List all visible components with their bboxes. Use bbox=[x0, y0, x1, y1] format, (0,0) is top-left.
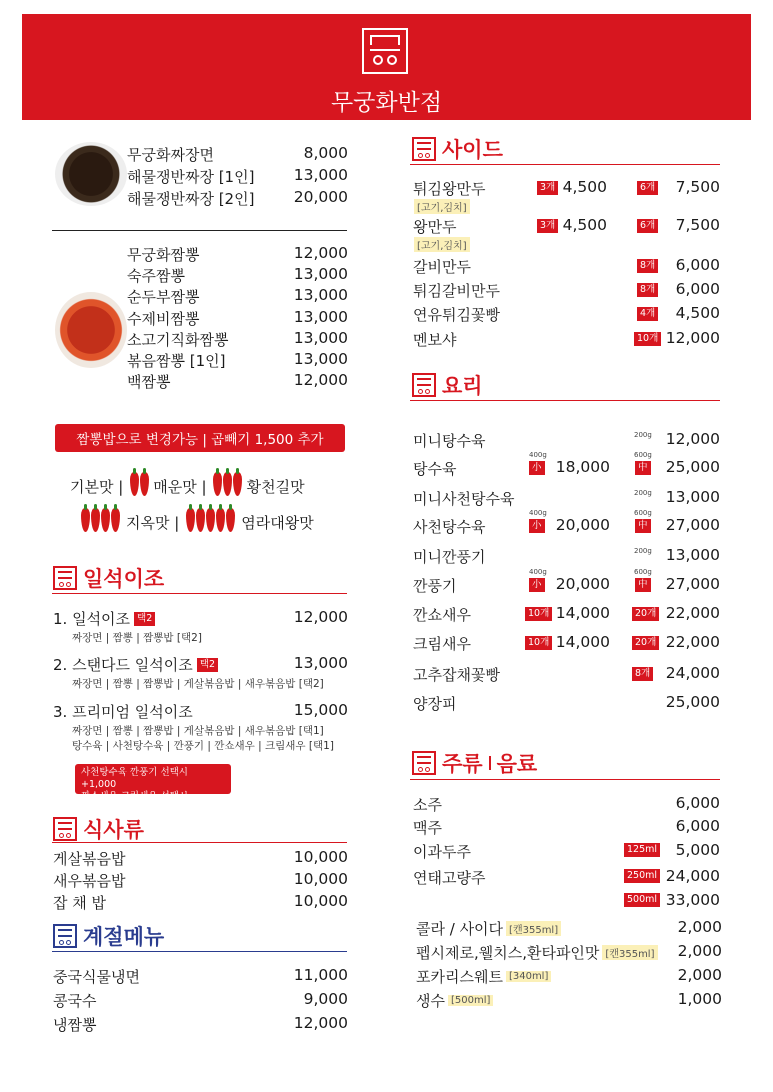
menu-item-name: 해물쟁반짜장 [2인] bbox=[127, 190, 255, 208]
separator bbox=[489, 756, 491, 770]
set-item-tag: 택2 bbox=[197, 658, 218, 672]
menu-item-name: 고추잡채꽃빵 bbox=[413, 666, 500, 684]
volume-tag: 125ml bbox=[624, 843, 660, 857]
menu-item-price: 20,000 bbox=[555, 516, 610, 534]
set-item-name: 3. 프리미엄 일석이조 bbox=[53, 703, 193, 721]
weight-label: 600g bbox=[634, 568, 652, 576]
size-tag: 10개 bbox=[525, 636, 552, 650]
drink-price: 1,000 bbox=[677, 990, 722, 1008]
drink-name: 소주 bbox=[413, 796, 442, 814]
pepper-icon bbox=[185, 508, 235, 536]
set-item-tag: 택2 bbox=[134, 612, 155, 626]
menu-item-price: 8,000 bbox=[303, 144, 348, 162]
section-divider bbox=[52, 593, 347, 594]
menu-item-price: 18,000 bbox=[555, 458, 610, 476]
divider bbox=[52, 230, 347, 231]
size-tag: 10개 bbox=[525, 607, 552, 621]
menu-item-price: 4,500 bbox=[675, 304, 720, 322]
drink-price: 5,000 bbox=[675, 841, 720, 859]
set-item-name: 1. 일석이조 bbox=[53, 610, 131, 628]
size-tag: 中 bbox=[635, 519, 651, 533]
drink-name: 맥주 bbox=[413, 819, 442, 837]
section-divider bbox=[410, 400, 720, 401]
spice-level-row-2 bbox=[80, 508, 314, 536]
restaurant-name: 무궁화반점 bbox=[330, 90, 443, 116]
dish-section-title: 요리 bbox=[412, 370, 483, 400]
set-item-desc: 짜장면 | 짬뽕 | 짬뽕밥 | 게살볶음밥 | 새우볶음밥 [택1] bbox=[72, 725, 324, 737]
meal-section-title: 식사류 bbox=[53, 814, 144, 844]
size-tag: 中 bbox=[635, 461, 651, 475]
menu-item-price: 20,000 bbox=[555, 575, 610, 593]
spice-hell-road: 황천길맛 bbox=[246, 477, 305, 496]
menu-item-price: 14,000 bbox=[555, 604, 610, 622]
drink-price: 24,000 bbox=[665, 867, 720, 885]
option-banner-text: 짬뽕밥으로 변경가능 | 곱빼기 1,500 추가 bbox=[76, 432, 324, 448]
upgrade-note-1: 사천탕수육 깐풍기 선택시 +1,000 bbox=[81, 767, 188, 790]
menu-item-name: 미니깐풍기 bbox=[413, 548, 486, 566]
menu-item-name: 중국식물냉면 bbox=[53, 968, 140, 986]
set-item bbox=[53, 608, 155, 629]
menu-item-price: 25,000 bbox=[665, 693, 720, 711]
volume-note: [340ml] bbox=[506, 971, 551, 982]
drink-name: 포카리스웨트 bbox=[416, 968, 503, 986]
menu-item-price: 22,000 bbox=[665, 633, 720, 651]
spice-yeomra: 염라대왕맛 bbox=[241, 513, 314, 532]
volume-note: [캔355ml] bbox=[602, 945, 657, 960]
size-tag: 8개 bbox=[632, 667, 653, 681]
menu-item-price: 14,000 bbox=[555, 633, 610, 651]
weight-label: 600g bbox=[634, 509, 652, 517]
menu-item-name: 깐풍기 bbox=[413, 577, 457, 595]
filling-note: [고기,김치] bbox=[414, 237, 470, 252]
weight-label: 400g bbox=[529, 509, 547, 517]
section-divider bbox=[410, 779, 720, 780]
menu-item-price: 27,000 bbox=[665, 575, 720, 593]
menu-item-name: 튀김갈비만두 bbox=[413, 282, 500, 300]
menu-item-price: 10,000 bbox=[293, 848, 348, 866]
quantity-tag: 3개 bbox=[537, 181, 558, 195]
menu-item-price: 4,500 bbox=[562, 178, 607, 196]
menu-item-name: 무궁화짜장면 bbox=[127, 146, 214, 164]
drink-item bbox=[416, 918, 561, 939]
drink-section-title: 주류 음료 bbox=[412, 748, 537, 778]
size-tag: 小 bbox=[529, 461, 545, 475]
set-section-title: 일석이조 bbox=[53, 563, 164, 593]
drink-name: 생수 bbox=[416, 992, 445, 1010]
weight-label: 400g bbox=[529, 568, 547, 576]
upgrade-note-2: 깐쇼새우 크림새우 선택시 +1,500 bbox=[81, 791, 188, 814]
pepper-icon bbox=[80, 508, 120, 536]
menu-item-price: 13,000 bbox=[293, 265, 348, 284]
menu-item-name: 갈비만두 bbox=[413, 258, 471, 276]
quantity-tag: 4개 bbox=[637, 307, 658, 321]
size-tag: 20개 bbox=[632, 607, 659, 621]
drink-price: 2,000 bbox=[677, 942, 722, 960]
spice-basic: 기본맛 | bbox=[70, 477, 124, 496]
set-item-price: 15,000 bbox=[293, 701, 348, 719]
drink-price: 33,000 bbox=[665, 891, 720, 909]
spice-hot: 매운맛 | bbox=[153, 477, 207, 496]
drink-price: 2,000 bbox=[677, 918, 722, 936]
section-logo-icon bbox=[53, 817, 77, 841]
menu-item-name: 크림새우 bbox=[413, 635, 471, 653]
size-tag: 小 bbox=[529, 578, 545, 592]
drink-name: 펩시제로,웰치스,환타파인맛 bbox=[416, 944, 600, 962]
menu-item-name: 연유튀김꽃빵 bbox=[413, 306, 500, 324]
menu-item-name: 탕수육 bbox=[413, 460, 457, 478]
set-upgrade-note bbox=[75, 764, 231, 814]
drink-price: 2,000 bbox=[677, 966, 722, 984]
weight-label: 600g bbox=[634, 451, 652, 459]
menu-item-name: 새우볶음밥 bbox=[53, 872, 126, 890]
menu-item-price: 7,500 bbox=[675, 178, 720, 196]
weight-label: 200g bbox=[634, 489, 652, 497]
menu-item-price: 4,500 bbox=[562, 216, 607, 234]
menu-item-price: 25,000 bbox=[665, 458, 720, 476]
menu-item-name: 미니탕수육 bbox=[413, 432, 486, 450]
menu-item-price: 13,000 bbox=[293, 350, 348, 368]
menu-item-name: 미니사천탕수육 bbox=[413, 490, 515, 508]
menu-item-price: 12,000 bbox=[293, 1014, 348, 1032]
section-divider bbox=[52, 951, 347, 952]
menu-item-name: 양장피 bbox=[413, 695, 457, 713]
menu-item-name: 게살볶음밥 bbox=[53, 850, 126, 868]
set-item-price: 13,000 bbox=[293, 654, 348, 672]
menu-item-price: 10,000 bbox=[293, 870, 348, 888]
section-logo-icon bbox=[412, 373, 436, 397]
menu-item-name: 튀김왕만두 bbox=[413, 180, 486, 198]
menu-item-name: 무궁화짬뽕 bbox=[127, 246, 200, 264]
menu-item-price: 12,000 bbox=[665, 329, 720, 347]
menu-item-price: 12,000 bbox=[665, 430, 720, 448]
menu-item-name: 백짬뽕 bbox=[127, 373, 171, 392]
side-section-title: 사이드 bbox=[412, 134, 503, 164]
set-item-desc: 탕수육 | 사천탕수육 | 깐풍기 | 깐쇼새우 | 크림새우 [택1] bbox=[72, 740, 334, 752]
drink-item bbox=[416, 990, 493, 1011]
menu-item-name: 볶음짬뽕 [1인] bbox=[127, 352, 226, 370]
menu-item-price: 7,500 bbox=[675, 216, 720, 234]
menu-item-name: 잡 채 밥 bbox=[53, 894, 107, 912]
drink-name: 이과두주 bbox=[413, 843, 471, 861]
filling-note: [고기,김치] bbox=[414, 199, 470, 214]
menu-item-price: 24,000 bbox=[665, 664, 720, 682]
menu-item-price: 13,000 bbox=[293, 328, 348, 347]
header-banner bbox=[22, 14, 751, 120]
drink-name: 연태고량주 bbox=[413, 869, 486, 887]
menu-item-price: 6,000 bbox=[675, 256, 720, 274]
set-item bbox=[53, 701, 193, 722]
quantity-tag: 6개 bbox=[637, 181, 658, 195]
volume-note: [캔355ml] bbox=[506, 921, 561, 936]
menu-item-price: 27,000 bbox=[665, 516, 720, 534]
quantity-tag: 3개 bbox=[537, 219, 558, 233]
option-banner bbox=[55, 424, 345, 452]
drink-price: 6,000 bbox=[675, 794, 720, 812]
season-section-title: 계절메뉴 bbox=[53, 921, 164, 951]
menu-item-name: 숙주짬뽕 bbox=[127, 267, 185, 286]
menu-item-name: 깐쇼새우 bbox=[413, 606, 471, 624]
menu-item-name: 순두부짬뽕 bbox=[127, 288, 200, 307]
quantity-tag: 8개 bbox=[637, 259, 658, 273]
weight-label: 200g bbox=[634, 547, 652, 555]
menu-item-price: 13,000 bbox=[293, 286, 348, 305]
menu-item-name: 소고기직화짬뽕 bbox=[127, 330, 229, 349]
jjamppong-photo bbox=[55, 292, 127, 368]
spice-level-row-1 bbox=[70, 472, 305, 500]
section-logo-icon bbox=[412, 751, 436, 775]
drink-item bbox=[416, 942, 658, 963]
spice-hell: 지옥맛 | bbox=[126, 513, 180, 532]
volume-tag: 250ml bbox=[624, 869, 660, 883]
pepper-icon bbox=[129, 472, 149, 500]
menu-item-name: 냉짬뽕 bbox=[53, 1016, 97, 1034]
set-item-name: 2. 스탠다드 일석이조 bbox=[53, 656, 193, 674]
size-tag: 20개 bbox=[632, 636, 659, 650]
jajangmyeon-photo bbox=[55, 142, 127, 206]
section-logo-icon bbox=[412, 137, 436, 161]
quantity-tag: 6개 bbox=[637, 219, 658, 233]
menu-item-price: 10,000 bbox=[293, 892, 348, 910]
section-divider bbox=[52, 842, 347, 843]
set-item-desc: 짜장면 | 짬뽕 | 짬뽕밥 | 게살볶음밥 | 새우볶음밥 [택2] bbox=[72, 678, 324, 690]
menu-item-price: 12,000 bbox=[293, 244, 348, 262]
section-logo-icon bbox=[53, 924, 77, 948]
set-item bbox=[53, 654, 218, 675]
drink-price: 6,000 bbox=[675, 817, 720, 835]
menu-item-price: 13,000 bbox=[293, 166, 348, 184]
drink-name: 콜라 / 사이다 bbox=[416, 920, 504, 938]
quantity-tag: 8개 bbox=[637, 283, 658, 297]
quantity-tag: 10개 bbox=[634, 332, 661, 346]
menu-item-price: 13,000 bbox=[665, 546, 720, 564]
menu-item-name: 왕만두 bbox=[413, 218, 457, 236]
menu-item-price: 9,000 bbox=[303, 990, 348, 1008]
menu-item-name: 해물쟁반짜장 [1인] bbox=[127, 168, 255, 186]
section-logo-icon bbox=[53, 566, 77, 590]
menu-item-name: 수제비짬뽕 bbox=[127, 309, 200, 328]
menu-item-price: 12,000 bbox=[293, 371, 348, 390]
menu-item-price: 6,000 bbox=[675, 280, 720, 298]
menu-item-name: 콩국수 bbox=[53, 992, 97, 1010]
drink-item bbox=[416, 966, 551, 987]
pepper-icon bbox=[213, 472, 243, 500]
menu-item-price: 22,000 bbox=[665, 604, 720, 622]
restaurant-logo-icon bbox=[362, 28, 408, 74]
volume-tag: 500ml bbox=[624, 893, 660, 907]
set-item-price: 12,000 bbox=[293, 608, 348, 626]
weight-label: 400g bbox=[529, 451, 547, 459]
menu-item-price: 20,000 bbox=[293, 188, 348, 206]
menu-item-price: 13,000 bbox=[665, 488, 720, 506]
menu-item-name: 멘보샤 bbox=[413, 331, 457, 349]
weight-label: 200g bbox=[634, 431, 652, 439]
menu-item-price: 11,000 bbox=[293, 966, 348, 984]
size-tag: 小 bbox=[529, 519, 545, 533]
section-divider bbox=[410, 164, 720, 165]
menu-item-name: 사천탕수육 bbox=[413, 518, 486, 536]
menu-item-price: 13,000 bbox=[293, 307, 348, 326]
size-tag: 中 bbox=[635, 578, 651, 592]
set-item-desc: 짜장면 | 짬뽕 | 짬뽕밥 [택2] bbox=[72, 632, 202, 644]
volume-note: [500ml] bbox=[448, 995, 493, 1006]
